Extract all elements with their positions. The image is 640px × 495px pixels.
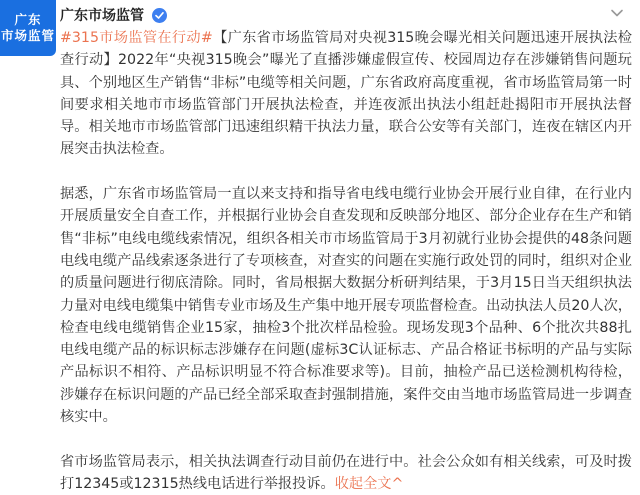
post-paragraph	[60, 27, 632, 161]
hashtag-link[interactable]: #315市场监管在行动#	[60, 30, 213, 46]
account-name[interactable]: 广东市场监管	[60, 8, 144, 24]
avatar-text-line1: 广东	[14, 12, 42, 27]
post-body	[60, 27, 632, 495]
post-paragraph-text: 【广东省市场监管局对央视315晚会曝光相关问题迅速开展执法检查行动】2022年“央视315晚会”曝光了直播涉嫌虚假宣传、校园周边存在涉嫌销售问题玩具、个别地区生产销售“非标”电缆等相关问题，广东省政府高度重视，省市场监管局第一时间要求相关地市市场监管部门开展执法检查，并连夜派出执法小组赶赴揭阳市开展执法督导。相关地市市场监管部门迅速组织精干执法力量，联合公安等有关部门，连夜在辖区内开展突击执法检查。	[60, 30, 632, 158]
avatar-text-line2: 市场监管	[0, 28, 55, 43]
avatar[interactable]	[0, 0, 56, 56]
verified-badge-icon	[152, 8, 167, 23]
post-header	[60, 4, 167, 26]
collapse-arrow-icon: ^	[391, 475, 404, 492]
collapse-label: 收起全文	[334, 475, 392, 492]
post-paragraph	[60, 451, 632, 495]
chevron-down-icon[interactable]	[610, 6, 624, 20]
post-paragraph-text: 省市场监管局表示，相关执法调查行动目前仍在进行中。社会公众如有相关线索，可及时拨打12345或12315热线电话进行举报投诉。	[60, 453, 632, 492]
post-paragraph: 据悉，广东省市场监管局一直以来支持和指导省电线电缆行业协会开展行业自律，在行业内开展质量安全自查工作，并根据行业协会自查发现和反映部分地区、部分企业存在生产和销售“非标”电线电缆线索情况，组织各相关市市场监管局于3月初就行业协会提供的48条问题电线电缆产品线索逐条进行了专项核查，对查实的问题在实施行政处罚的同时，组织对企业的质量问题进行彻底清除。同时，省局根据大数据分析研判结果，于3月15日当天组织执法力量对电线电缆集中销售专业市场及生产集中地开展专项监督检查。出动执法人员20人次，检查电线电缆销售企业15家，抽检3个批次样品检验。现场发现3个品种、6个批次共88扎电线电缆产品的标识标志涉嫌存在问题(虚标3C认证标志、产品合格证书标明的产品与实际产品标识不相符、产品标识明显不符合标准要求等)。目前，抽检产品已送检测机构待检，涉嫌存在标识问题的产品已经全部采取查封强制措施，案件交由当地市场监管局进一步调查核实中。	[60, 186, 632, 426]
collapse-full-text-link[interactable]	[335, 476, 404, 492]
